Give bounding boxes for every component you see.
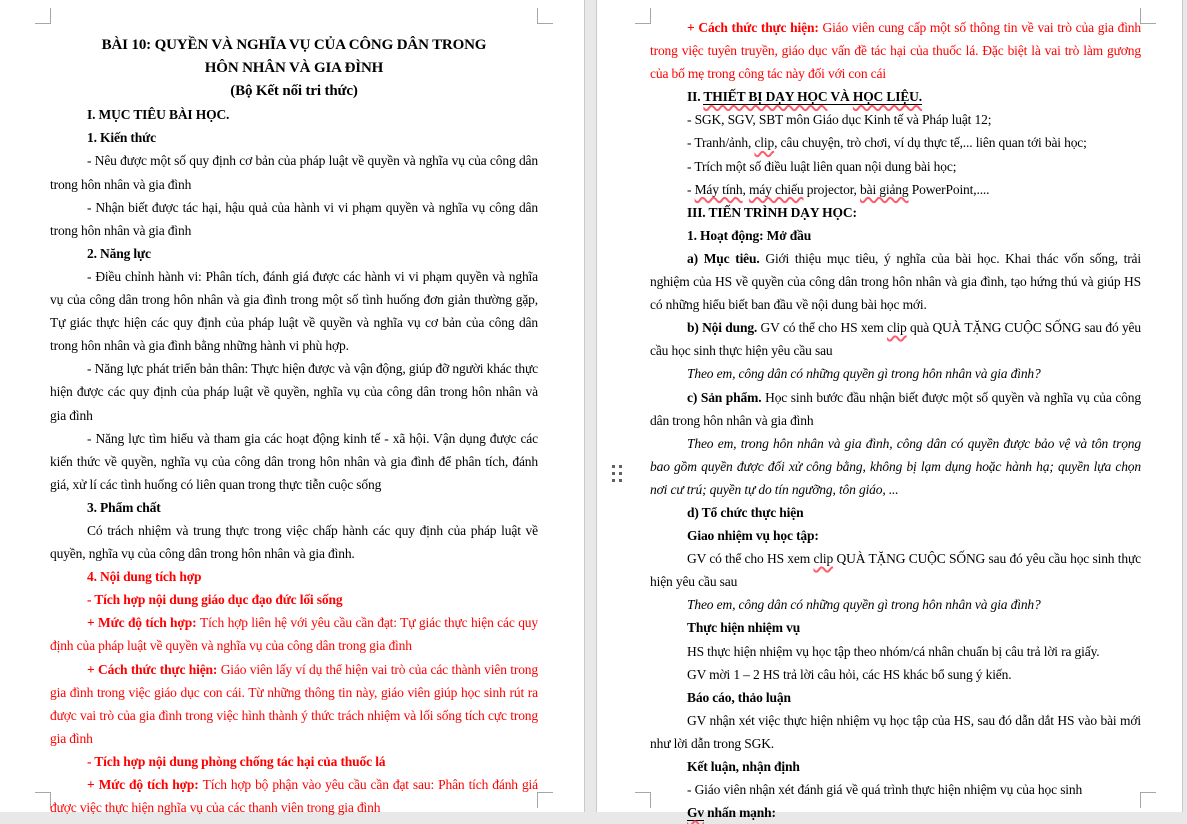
paragraph[interactable] [50,611,538,657]
text-run: b) Nội dung. [687,320,761,336]
paragraph[interactable] [50,773,538,819]
paragraph[interactable] [50,103,538,126]
text-run: + Cách thức thực hiện: [687,20,823,35]
paragraph[interactable] [650,640,1141,663]
text-run: nhấn mạnh: [703,805,776,821]
text-run: - SGK, SGV, SBT môn Giáo dục Kinh tế và Pháp luật 12; [687,112,992,128]
paragraph[interactable] [50,126,538,149]
text-run: Theo em, công dân có những quyền gì trong hôn nhân và gia đình? [687,597,1041,613]
paragraph[interactable] [650,501,1141,524]
text-run: Học sinh bước đầu nhận biết được một số quyền và nghĩa vụ của công dân trong hôn nhân và gia đình [650,389,1141,428]
text-run: Thực hiện nhiệm vụ [687,620,801,636]
text-run: 1. Hoạt động: Mở đầu [687,227,812,243]
paragraph[interactable] [650,801,1141,824]
right-page-text[interactable] [650,16,1141,824]
text-run: 1. Kiến thức [87,130,156,146]
text-run: VÀ [827,89,853,105]
paragraph[interactable] [650,709,1141,755]
text-run: Kết luận, nhận định [687,759,800,774]
text-run: I. MỤC TIÊU BÀI HỌC. [87,107,230,123]
paragraph[interactable] [650,108,1141,131]
text-run: d) Tổ chức thực hiện [687,504,804,520]
paragraph[interactable] [650,524,1141,547]
text-run: Tích hợp bộ phận vào yêu cầu cần đạt sau: Phân tích đánh giá được việc thực hiện nghĩa vụ của các thanh viên trong gia đình [50,777,538,816]
paragraph[interactable] [50,149,538,195]
crop-mark [635,792,651,808]
paragraph[interactable] [650,686,1141,709]
text-run: quà QUÀ TẶNG CUỘC SỐNG sau đó yêu cầu học sinh thực hiện yêu cầu sau [650,320,1141,359]
paragraph[interactable] [50,427,538,496]
text-run: GV nhận xét việc thực hiện nhiệm vụ học tập của HS, sau đó dẫn dắt HS vào bài mới như lời dẫn trong SGK. [650,712,1141,751]
text-run: II. [687,89,704,105]
text-run: Báo cáo, thảo luận [687,689,791,705]
text-run: Có trách nhiệm và trung thực trong việc chấp hành các quy định của pháp luật về quyền, nghĩa vụ của công dân trong hôn nhân và gia đình. [50,522,538,562]
paragraph[interactable] [650,432,1141,501]
paragraph[interactable] [650,16,1141,85]
paragraph[interactable] [50,196,538,242]
spellcheck-flagged-text: THIẾT BỊ DẠY HỌC [703,89,828,105]
text-run: GV có thể cho HS xem [760,320,888,336]
text-run: BÀI 10: QUYỀN VÀ NGHĨA VỤ CỦA CÔNG DÂN TRONG [101,37,487,53]
text-run: HÔN NHÂN VÀ GIA ĐÌNH [204,60,384,77]
paragraph[interactable] [50,496,538,519]
text-run: Giáo viên cung cấp một số thông tin về vai trò của gia đình trong việc tuyên truyền, giáo dục vấn đề tác hại của thuốc lá. Đặc biệt là vai trò làm gương của bố mẹ trong công tác này đối với con cái [650,20,1141,82]
spellcheck-flagged-text: bài giảng [860,181,909,197]
text-run: + Mức độ tích hợp: [87,615,200,631]
text-run: - Trích một số điều luật liên quan nội dung bài học; [687,158,957,174]
text-run: + Cách thức thực hiện: [87,661,221,677]
text-run: - Tích hợp nội dung phòng chống tác hại của thuốc lá [87,753,386,769]
text-run: - Tích hợp nội dung giáo dục đạo đức lối sống [87,592,343,608]
text-run: - Nêu được một số quy định cơ bản của pháp luật về quyền và nghĩa vụ của công dân trong hôn nhân và gia đình [50,153,538,192]
paragraph[interactable] [50,658,538,750]
page-gap [584,0,597,812]
spellcheck-flagged-text: clip [754,135,775,151]
paragraph[interactable] [50,80,538,103]
paragraph[interactable] [50,57,538,80]
text-run: - Điều chỉnh hành vi: Phân tích, đánh giá được các hành vi vi phạm quyền và nghĩa vụ của công dân trong hôn nhân và gia đình trong một số tình huống đơn giản thường gặp, Tự giác thực hiện các quy định của pháp luật về quyền và nghĩa vụ cơ bản của công dân trong hôn nhân và gia đình bằng những hành vi phù hợp. [50,268,538,354]
workspace-background [1182,0,1187,812]
paragraph[interactable] [650,178,1141,201]
paragraph[interactable] [50,357,538,426]
crop-mark [537,792,553,808]
paragraph[interactable] [650,155,1141,178]
paragraph[interactable] [650,663,1141,686]
paragraph[interactable] [650,131,1141,154]
spellcheck-flagged-text: máy chiếu [748,181,804,197]
paragraph[interactable] [650,755,1141,778]
paragraph[interactable] [50,34,538,57]
text-run: 2. Năng lực [87,245,151,261]
crop-mark [1140,8,1156,24]
text-run: - Năng lực phát triển bản thân: Thực hiện được và vận động, giúp đỡ người khác thực hiện được các quy định của pháp luật về quyền, nghĩa vụ của công dân trong hôn nhân và gia đình [50,361,538,423]
text-run: - Nhận biết được tác hại, hậu quả của hành vi vi phạm quyền và nghĩa vụ công dân trong hôn nhân và gia đình [50,199,538,238]
paragraph[interactable] [650,316,1141,362]
paragraph[interactable] [50,588,538,611]
paragraph[interactable] [650,593,1141,616]
text-run: GV có thể cho HS xem [687,551,814,567]
text-run: Theo em, trong hôn nhân và gia đình, công dân có quyền được bảo vệ và tôn trọng bao gồm quyền được đối xử công bằng, không bị lạm dụng hoặc hành hạ; quyền lựa chọn nơi cư trú; quyền tự do tín ngưỡng, tôn giáo, ... [650,435,1141,497]
paragraph[interactable] [50,242,538,265]
left-page-text[interactable] [50,34,538,819]
paragraph[interactable] [50,265,538,357]
paragraph[interactable] [650,85,1141,108]
text-run: Giới thiệu mục tiêu, ý nghĩa của bài học. Khai thác vốn sống, trải nghiệm của HS về quyền của công dân trong hôn nhân và gia đình, tạo hứng thú và giúp HS có những hiểu biết ban đầu về nội dung bài học mới. [650,250,1141,313]
spellcheck-flagged-text: Máy tính [694,181,743,197]
drag-handle-icon[interactable] [612,465,622,482]
text-run: Tích hợp liên hệ với yêu cầu cần đạt: Tự giác thực hiện các quy định của pháp luật về quyền và nghĩa vụ của công dân trong gia đình [50,615,539,654]
paragraph[interactable] [50,565,538,588]
paragraph[interactable] [650,201,1141,224]
text-run: Theo em, công dân có những quyền gì trong hôn nhân và gia đình? [687,366,1041,382]
text-run: Giáo viên lấy ví dụ thể hiện vai trò của các thành viên trong gia đình trong việc giáo dục con cái. Từ những thông tin này, giáo viên giúp học sinh rút ra được vai trò của gia đình trong việc hình thành ý thức trách nhiệm và lối sống tích cực trong gia đình [50,661,538,746]
crop-mark [35,8,51,24]
paragraph[interactable] [650,362,1141,385]
text-run: 4. Nội dung tích hợp [87,569,202,585]
paragraph[interactable] [50,519,538,565]
spellcheck-flagged-text: clip [813,551,834,567]
text-run: - Giáo viên nhận xét đánh giá về quá trình thực hiện nhiệm vụ của học sinh [687,782,1083,798]
text-run: - Tranh/ảnh, [687,135,755,151]
crop-mark [1140,792,1156,808]
text-run: PowerPoint,.... [908,181,990,197]
text-run: - [687,181,695,197]
paragraph[interactable] [50,750,538,773]
text-run: QUÀ TẶNG CUỘC SỐNG sau đó yêu cầu học sinh thực hiện yêu cầu sau [650,551,1141,590]
crop-mark [35,792,51,808]
spellcheck-flagged-text: Gv [687,805,704,821]
paragraph[interactable] [650,247,1141,316]
text-run: III. TIẾN TRÌNH DẠY HỌC: [687,204,857,220]
spellcheck-flagged-text: HỌC LIỆU. [852,89,923,105]
text-run: projector, [803,181,860,197]
text-run: - Năng lực tìm hiểu và tham gia các hoạt động kinh tế - xã hội. Vận dụng được các kiến thức về quyền, nghĩa vụ của công dân trong hôn nhân và gia đình để phân tích, đánh giá, xử lí các tình huống có liên quan trong thực tiễn cuộc sống [50,430,538,492]
text-run: GV mời 1 – 2 HS trả lời câu hỏi, các HS khác bổ sung ý kiến. [687,666,1012,682]
text-run: c) Sản phẩm. [687,389,766,405]
text-run: Giao nhiệm vụ học tập: [687,528,819,544]
text-run: HS thực hiện nhiệm vụ học tập theo nhóm/cá nhân chuẩn bị câu trả lời ra giấy. [687,643,1100,659]
text-run: , câu chuyện, trò chơi, ví dụ thực tế,... liên quan tới bài học; [774,135,1087,151]
paragraph[interactable] [650,616,1141,639]
crop-mark [537,8,553,24]
text-run: 3. Phẩm chất [87,499,161,515]
paragraph[interactable] [650,224,1141,247]
text-run: + Mức độ tích hợp: [87,777,203,792]
paragraph[interactable] [650,386,1141,432]
crop-mark [635,8,651,24]
paragraph[interactable] [650,547,1141,593]
text-run: (Bộ Kết nối tri thức) [230,83,358,100]
text-run: , [742,181,749,197]
paragraph[interactable] [650,778,1141,801]
text-run: a) Mục tiêu. [687,250,766,266]
spellcheck-flagged-text: clip [887,320,907,336]
